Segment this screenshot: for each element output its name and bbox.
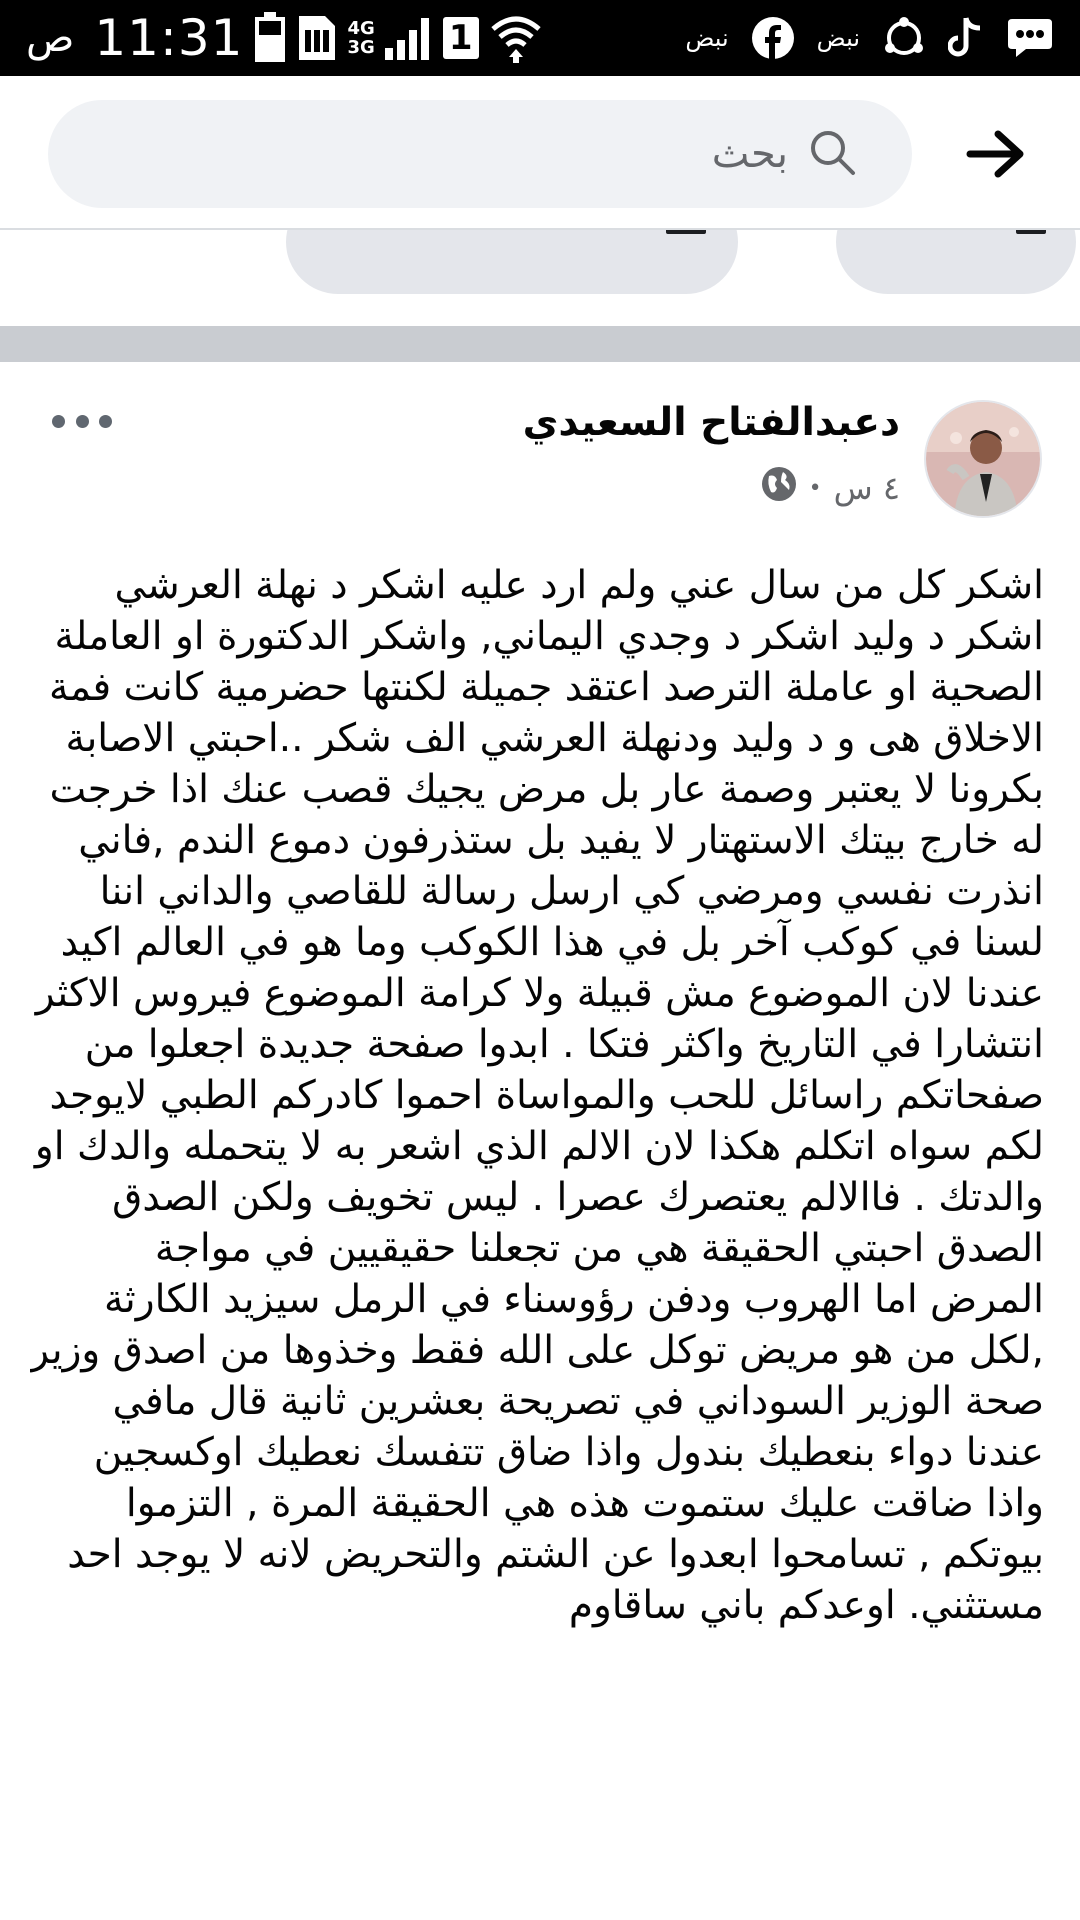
post-meta [761, 466, 900, 510]
status-left-group [26, 9, 543, 67]
post-body-text: اشكر كل من سال عني ولم ارد عليه اشكر د نهلة العرشي اشكر د وليد اشكر د وجدي اليماني, واشكر الدكتورة او العاملة الصحية او عاملة الترصد اعتقد جميلة لكنتها حضرمية كانت فمة الاخلاق هى و د وليد ودنهلة العرشي الف شكر ..احبتي الاصابة بكرونا لا يعتبر وصمة عار بل مرض يجيك قصب عنك اذا خرجت له خارج بيتك الاستهتار لا يفيد بل ستذرفون دموع الندم ,فاني انذرت نفسي ومرضي كي ارسل رسالة للقاصي والداني اننا لسنا في كوكب آخر بل في هذا الكوكب وما هو في العالم اكيد عندنا لان الموضوع مش قبيلة ولا كرامة الموضوع فيروس الاكثر انتشارا في التاريخ واكثر فتكا . ابدوا صفحة جديدة اجعلوا من صفحاتكم راسائل للحب والمواساة احموا كادركم الطبي لايوجد لكم سواه اتكلم هكذا لان الالم الذي اشعر به لا يتحمله والدك او والدتك . فاالالم يعتصرك عصرا . ليس تخويف ولكن الصدق الصدق احبتي الحقيقة هي من تجعلنا حقيقيين في مواجة المرض اما الهروب ودفن رؤوسناء في الرمل سيزيد الكارثة ,لكل من هو مريض توكل على الله فقط وخذوها من اصدق وزير صحة الوزير السوداني في تصريحة بعشرين ثانية قال مافي عندنا دواء بنعطيك بندول واذا ضاق تتفسك نعطيك اوكسجين واذا ضاقت عليك ستموت هذه هي الحقيقة المرة , التزموا بيوتكم , تسامحوا ابعدوا عن الشتم والتحريض لانه لا يوجد احد مستثني. اوعدكم باني ساقاوم [30, 563, 1044, 1628]
sim-card-icon [297, 14, 337, 62]
signal-icon [385, 16, 433, 60]
sim-slot-badge: 1 [443, 17, 479, 59]
section-divider [0, 326, 1080, 362]
battery-icon [253, 12, 287, 64]
meta-separator: • [808, 475, 822, 501]
status-bar [0, 0, 1080, 76]
chat-icon [1006, 17, 1054, 59]
facebook-icon [751, 16, 795, 60]
action-chips-row [0, 230, 1080, 326]
avatar[interactable] [924, 400, 1042, 518]
forward-arrow-icon[interactable] [964, 126, 1026, 182]
share-icon [882, 16, 926, 60]
notification-label: نبض [685, 24, 729, 52]
dot-icon [76, 415, 89, 428]
chip-glyph [666, 230, 706, 234]
status-right-group [685, 16, 1054, 60]
search-box[interactable] [48, 100, 912, 208]
clock: 11:31 [94, 9, 244, 67]
tiktok-icon [948, 16, 984, 60]
wifi-icon [489, 13, 543, 63]
network-type-3g: 3G [347, 37, 375, 58]
post-header [0, 362, 1080, 542]
action-chip[interactable] [286, 230, 738, 294]
search-icon [808, 128, 856, 180]
search-header [0, 76, 1080, 230]
dot-icon [99, 415, 112, 428]
more-options-button[interactable] [52, 406, 112, 436]
chip-glyph [1016, 230, 1046, 234]
post-author-name[interactable]: دعبدالفتاح السعيدي [522, 400, 900, 445]
action-chip[interactable] [836, 230, 1076, 294]
network-type-4g: 4G [347, 18, 375, 39]
globe-icon[interactable] [761, 466, 797, 510]
search-input[interactable] [488, 131, 788, 177]
post-timestamp[interactable]: ٤ س [833, 469, 900, 507]
dot-icon [52, 415, 65, 428]
network-type [347, 19, 374, 57]
ampm-indicator: ص [26, 15, 75, 61]
notification-label: نبض [816, 24, 860, 52]
